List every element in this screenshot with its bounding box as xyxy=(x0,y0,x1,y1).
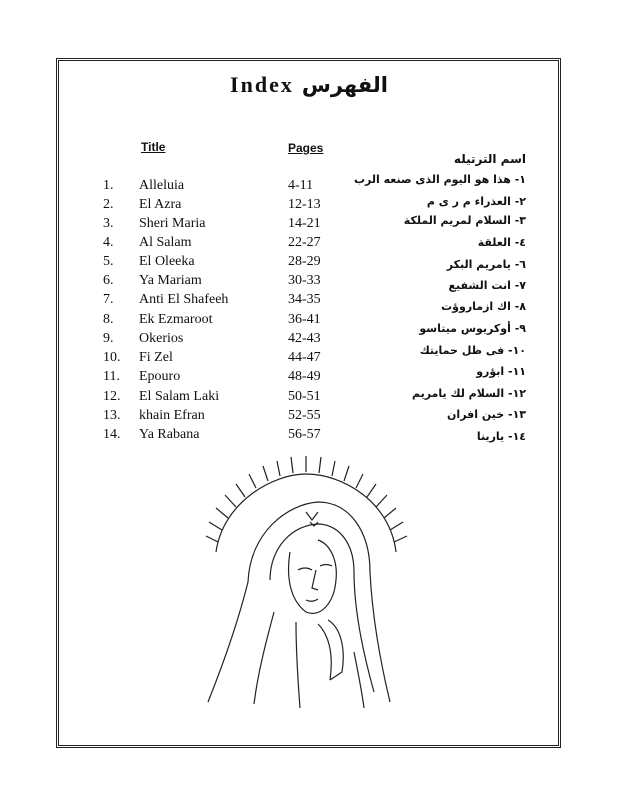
row-arabic-title: ١١- ابؤرو xyxy=(476,365,526,378)
index-row xyxy=(0,216,618,235)
index-row xyxy=(0,235,618,254)
column-header-arabic: اسم الترتيله xyxy=(453,152,526,166)
nose xyxy=(312,570,318,590)
column-header-title: Title xyxy=(141,140,166,154)
index-row xyxy=(0,312,618,335)
row-arabic-title: ١٢- السلام لك يامريم xyxy=(411,387,526,400)
index-row xyxy=(0,292,618,311)
row-title: El Oleeka xyxy=(139,254,195,269)
row-title: Ya Mariam xyxy=(139,273,202,288)
row-arabic-title: ٨- اك ازماروؤت xyxy=(441,300,526,313)
row-pages: 12-13 xyxy=(288,197,321,212)
row-pages: 22-27 xyxy=(288,235,321,250)
index-row xyxy=(0,254,618,273)
row-title: khain Efran xyxy=(139,408,205,423)
row-title: Al Salam xyxy=(139,235,192,250)
row-number: 10. xyxy=(103,350,121,365)
index-row xyxy=(0,427,618,446)
index-row xyxy=(0,273,618,292)
row-pages: 34-35 xyxy=(288,292,321,307)
veil-inner xyxy=(270,524,374,692)
virgin-mary-illustration xyxy=(178,452,438,712)
row-title: Okerios xyxy=(139,331,184,346)
row-number: 5. xyxy=(103,254,114,269)
page-title-ar: الفهرس xyxy=(301,73,388,97)
row-arabic-title: ١٤- يارينا xyxy=(476,430,526,443)
veil-pattern xyxy=(306,512,318,526)
row-arabic-title: ٣- السلام لمريم الملكة xyxy=(403,214,526,227)
row-arabic-title: ٢- العذراء م ر ى م xyxy=(426,195,526,208)
row-pages: 4-11 xyxy=(288,178,314,193)
row-title: Alleluia xyxy=(139,178,185,193)
row-pages: 52-55 xyxy=(288,408,321,423)
row-pages: 42-43 xyxy=(288,331,321,346)
index-row xyxy=(0,331,618,357)
row-pages: 50-51 xyxy=(288,389,321,404)
row-arabic-title: ١٣- خين افران xyxy=(447,408,526,421)
row-number: 11. xyxy=(103,369,120,384)
row-arabic-title: ١- هذا هو اليوم الذى صنعه الرب xyxy=(353,173,526,186)
halo-rays xyxy=(206,456,407,542)
row-number: 4. xyxy=(103,235,114,250)
row-pages: 44-47 xyxy=(288,350,321,365)
page-title-en: Index xyxy=(230,72,294,97)
row-number: 2. xyxy=(103,197,114,212)
row-pages: 36-41 xyxy=(288,312,321,327)
row-arabic-title: ٧- انت الشفيع xyxy=(448,279,526,292)
row-title: El Azra xyxy=(139,197,182,212)
row-number: 3. xyxy=(103,216,114,231)
row-pages: 56-57 xyxy=(288,427,321,442)
row-arabic-title: ١٠- فى ظل حمايتك xyxy=(419,344,526,357)
row-number: 9. xyxy=(103,331,114,346)
row-arabic-title: ٤- العلقة xyxy=(477,236,526,249)
row-number: 6. xyxy=(103,273,114,288)
row-pages: 30-33 xyxy=(288,273,321,288)
row-arabic-title: ٦- يامريم البكر xyxy=(446,258,526,271)
face xyxy=(289,540,337,613)
eyes xyxy=(298,565,332,571)
row-pages: 14-21 xyxy=(288,216,321,231)
column-header-pages: Pages xyxy=(288,141,324,155)
row-title: Anti El Shafeeh xyxy=(139,292,229,307)
row-number: 13. xyxy=(103,408,121,423)
row-number: 12. xyxy=(103,389,121,404)
row-number: 8. xyxy=(103,312,114,327)
row-arabic-title: ٩- أوكريوس ميتاسو xyxy=(419,322,526,335)
row-title: Sheri Maria xyxy=(139,216,206,231)
mouth xyxy=(306,599,318,601)
page-title xyxy=(0,72,618,98)
row-title: El Salam Laki xyxy=(139,389,220,404)
row-pages: 28-29 xyxy=(288,254,321,269)
row-title: Fi Zel xyxy=(139,350,173,365)
robe xyxy=(254,612,364,708)
row-number: 14. xyxy=(103,427,121,442)
row-pages: 48-49 xyxy=(288,369,321,384)
row-title: Ek Ezmaroot xyxy=(139,312,213,327)
row-number: 1. xyxy=(103,178,114,193)
row-title: Ya Rabana xyxy=(139,427,200,442)
hands xyxy=(318,620,343,680)
row-title: Epouro xyxy=(139,369,181,384)
row-number: 7. xyxy=(103,292,114,307)
